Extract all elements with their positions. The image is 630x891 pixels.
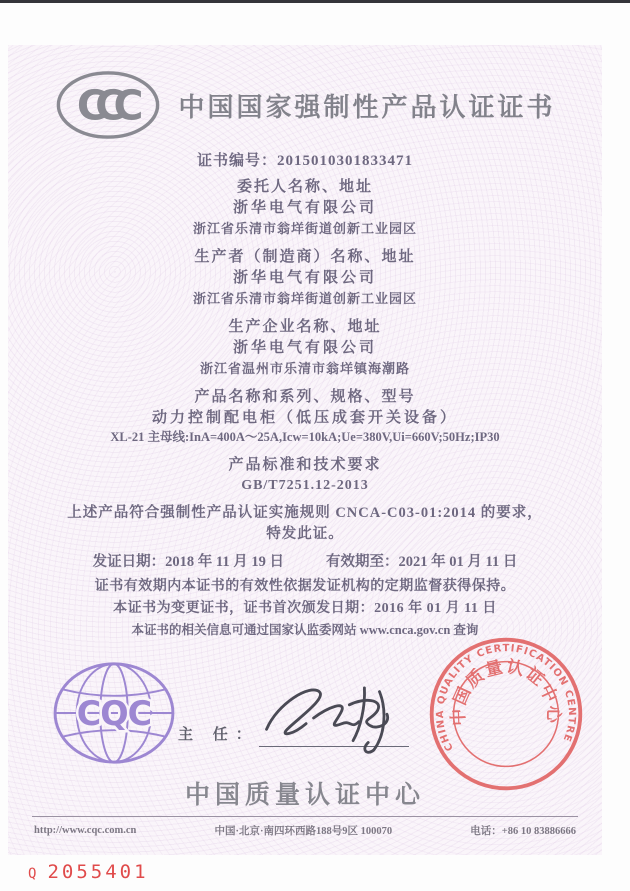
org-phone: 电话：+86 10 83886666 — [470, 826, 576, 837]
validity-note: 证书有效期内本证书的有效性依据发证机构的定期监督获得保持。 — [94, 579, 516, 594]
serial-number — [28, 861, 149, 883]
factory-name: 浙华电气有限公司 — [232, 340, 377, 356]
section-standard — [8, 454, 602, 495]
seal-inner-text: 中国质量认证中心 — [448, 656, 563, 727]
director-block — [178, 663, 409, 763]
certificate-sections — [8, 176, 602, 495]
statement-line-1: 上述产品符合强制性产品认证实施规则 CNCA-C03-01:2014 的要求， — [67, 505, 543, 521]
cqc-letters: CQC — [76, 693, 152, 733]
certificate-number — [8, 149, 602, 170]
issue-date: 发证日期：2018 年 11 月 19 日 — [92, 554, 284, 570]
certificate-header — [8, 45, 602, 141]
serial-prefix: Q — [28, 866, 40, 882]
standard-code: GB/T7251.12-2013 — [241, 478, 369, 493]
change-note: 本证书为变更证书，证书首次颁发日期：2016 年 01 月 11 日 — [113, 601, 497, 616]
seal-area — [409, 643, 581, 777]
certificate-number-label: 证书编号： — [196, 153, 277, 169]
org-address: 中国·北京·南四环西路188号9区 100070 — [214, 826, 393, 837]
signature-line — [259, 669, 409, 747]
applicant-address: 浙江省乐清市翁垟街道创新工业园区 — [192, 221, 417, 236]
section-label: 生产企业名称、地址 — [228, 319, 382, 335]
section-product — [8, 386, 602, 446]
director-label: 主 任： — [178, 727, 259, 743]
section-manufacturer — [8, 246, 602, 308]
scan-artifact-line — [0, 0, 630, 3]
section-label: 委托人名称、地址 — [236, 179, 373, 195]
director-signature — [259, 676, 419, 760]
certificate — [8, 45, 602, 855]
conformity-statement — [8, 503, 602, 545]
section-label: 产品名称和系列、规格、型号 — [194, 389, 416, 405]
dates-row — [8, 551, 602, 573]
footer-row — [8, 817, 602, 838]
serial-digits: 2055401 — [47, 861, 149, 883]
section-label: 产品标准和技术要求 — [228, 457, 382, 473]
issuing-org-name: 中国质量认证中心 — [184, 781, 425, 809]
signing-row — [8, 643, 602, 777]
section-label: 生产者（制造商）名称、地址 — [194, 249, 416, 265]
statement-line-2: 特发此证。 — [266, 526, 344, 542]
expiry-date: 有效期至：2021 年 01 月 11 日 — [326, 554, 518, 570]
section-factory — [8, 316, 602, 378]
seal-outer-text: CHINA QUALITY CERTIFICATION CENTRE — [434, 643, 577, 753]
certificate-number-value: 2015010301833471 — [277, 153, 413, 169]
product-spec: XL-21 主母线:InA=400A～25A,Icw=10kA;Ue=380V,Ui=660V;50Hz;IP30 — [110, 430, 500, 444]
applicant-name: 浙华电气有限公司 — [232, 200, 377, 216]
manufacturer-address: 浙江省乐清市翁垟街道创新工业园区 — [192, 291, 417, 306]
info-note: 本证书的相关信息可通过国家认监委网站 www.cnca.gov.cn 查询 — [131, 623, 479, 637]
manufacturer-name: 浙华电气有限公司 — [232, 270, 377, 286]
product-name: 动力控制配电柜（低压成套开关设备） — [151, 410, 458, 426]
cqc-logo-icon — [50, 659, 178, 767]
official-seal-icon — [425, 633, 587, 795]
section-applicant — [8, 176, 602, 238]
certificate-title: 中国国家强制性产品认证证书 — [178, 91, 556, 122]
ccc-letters: CCC — [77, 81, 133, 130]
ccc-mark-icon — [54, 69, 162, 141]
factory-address: 浙江省温州市乐清市翁垟镇海潮路 — [199, 361, 410, 376]
org-website: http://www.cqc.com.cn — [34, 825, 137, 836]
